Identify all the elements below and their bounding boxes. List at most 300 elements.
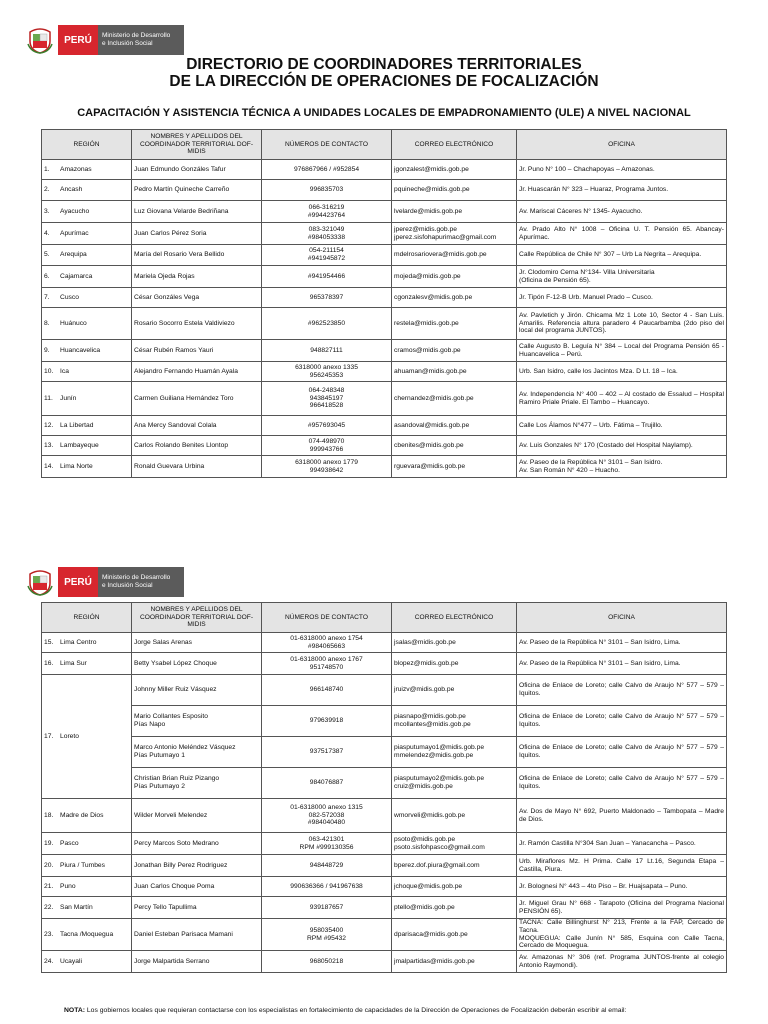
contact-numbers	[262, 201, 392, 223]
email-address	[392, 266, 517, 288]
table-row	[42, 201, 727, 223]
row-number: 1.	[44, 165, 50, 173]
table-row	[42, 633, 727, 653]
office-address	[517, 951, 727, 973]
email-address	[392, 180, 517, 201]
coordinator-name	[132, 833, 262, 855]
coordinator-name	[132, 951, 262, 973]
coordinator-name-line: María del Rosario Vera Bellido	[134, 251, 225, 259]
contact-numbers-line: 01-6318000 anexo 1754	[290, 634, 363, 642]
row-number: 16.	[44, 659, 54, 667]
coordinator-name	[132, 919, 262, 951]
email-address	[392, 833, 517, 855]
coordinator-name	[132, 706, 262, 737]
contact-numbers-line: 966148740	[309, 686, 344, 694]
region-name: Ica	[60, 367, 69, 375]
coordinator-name-line: Johnny Miller Ruiz Vásquez	[134, 686, 217, 694]
office-address	[517, 897, 727, 919]
email-address-line: wmorveli@midis.gob.pe	[394, 811, 466, 819]
coordinator-name	[132, 436, 262, 456]
office-address	[517, 653, 727, 675]
email-address-line: psoto.sisfohpasco@gmail.com	[394, 843, 485, 851]
row-number: 18.	[44, 811, 54, 819]
coordinator-name	[132, 223, 262, 245]
row-number: 11.	[44, 394, 53, 402]
office-address-line: Urb. San Isidro, calle los Jacintos Mza. D Lt. 18 – Ica.	[519, 367, 678, 375]
contact-numbers	[262, 919, 392, 951]
region-name: Arequipa	[60, 251, 87, 259]
email-address	[392, 919, 517, 951]
coordinator-name	[132, 308, 262, 340]
header-name: NOMBRES Y APELLIDOS DEL COORDINADOR TERRITORIAL DOF-MIDIS	[132, 603, 262, 633]
table-row	[42, 180, 727, 201]
contact-numbers-line: 956245353	[309, 371, 344, 379]
office-address-line: Av. Amazonas N° 306 (ref. Programa JUNTOS-frente al colegio Antonio Raymondi).	[519, 953, 724, 969]
contact-numbers	[262, 436, 392, 456]
region-name: San Martín	[60, 903, 93, 911]
region-cell	[42, 382, 132, 416]
contact-numbers-line: 994938642	[309, 466, 344, 474]
header-name: NOMBRES Y APELLIDOS DEL COORDINADOR TERRITORIAL DOF-MIDIS	[132, 130, 262, 160]
office-address-line: Calle Augusto B. Leguía N° 384 – Local del Programa Pensión 65 - Huancavelica – Perú.	[519, 342, 724, 358]
contact-numbers	[262, 675, 392, 706]
email-address	[392, 897, 517, 919]
row-number: 17.	[44, 732, 54, 740]
coordinator-name	[132, 382, 262, 416]
contact-numbers-line: 979639918	[309, 717, 344, 725]
coordinator-name	[132, 799, 262, 833]
coordinator-name-line: Pías Putumayo 2	[134, 783, 185, 790]
contact-numbers-line: #941954466	[307, 272, 346, 280]
table-row	[42, 160, 727, 180]
email-address	[392, 288, 517, 308]
office-address-line: Oficina de Enlace de Loreto; calle Calvo de Araujo N° 577 – 579 – Iquitos.	[519, 713, 724, 728]
ministry-logo	[24, 566, 184, 598]
contact-numbers-line: 948827111	[310, 346, 343, 354]
coordinator-name-line: Jorge Salas Arenas	[134, 638, 192, 646]
row-number: 20.	[44, 861, 54, 869]
region-cell	[42, 799, 132, 833]
office-address-line: Jr. Ramón Castilla N°304 San Juan – Yanacancha – Pasco.	[519, 839, 696, 847]
email-address-line: mojeda@midis.gob.pe	[394, 272, 461, 280]
header-region: REGIÓN	[42, 603, 132, 633]
office-address	[517, 245, 727, 266]
coordinator-name-line: Juan Carlos Choque Poma	[134, 882, 215, 890]
region-name: Lima Centro	[60, 638, 97, 646]
office-address-line: Av. Independencia N° 400 – 402 – Al costado de Essalud – Hospital Ramiro Priale Priale. El Tambo – Huancayo.	[519, 390, 724, 406]
email-address-line: bperez.dof.piura@gmail.com	[394, 861, 480, 869]
email-address	[392, 951, 517, 973]
coordinator-name	[132, 855, 262, 877]
region-cell	[42, 266, 132, 288]
table-row	[42, 768, 727, 799]
contact-numbers	[262, 245, 392, 266]
region-cell	[42, 855, 132, 877]
office-address	[517, 833, 727, 855]
office-address	[517, 799, 727, 833]
region-cell	[42, 436, 132, 456]
contact-numbers-line: 082-572038	[308, 811, 345, 819]
coordinator-name-line: Luz Giovana Velarde Bedriñana	[134, 207, 229, 215]
coordinator-name	[132, 362, 262, 382]
office-address	[517, 180, 727, 201]
row-number: 9.	[44, 346, 50, 354]
table-row	[42, 799, 727, 833]
office-address-line: Av. Paseo de la República N° 3101 – San Isidro.	[519, 458, 663, 466]
contact-numbers-line: 984076887	[309, 779, 344, 787]
contact-numbers-line: 6318000 anexo 1335	[295, 363, 358, 371]
region-name: Huancavelica	[60, 346, 101, 354]
contact-numbers-line: #941945872	[307, 255, 346, 262]
row-number: 7.	[44, 293, 50, 301]
email-address	[392, 340, 517, 362]
coordinator-name-line: Carlos Rolando Benites Llontop	[134, 441, 229, 449]
contact-numbers	[262, 706, 392, 737]
region-cell	[42, 180, 132, 201]
coordinator-name	[132, 245, 262, 266]
header-region: REGIÓN	[42, 130, 132, 160]
office-address-line: Av. Pavletich y Jirón. Chicama Mz 1 Lote 10, Sector 4 - San Luis. Amarilis. Referencia altura paradero 4 Paucarbamba (2do piso del local del programa JUNTOS).	[519, 312, 724, 335]
contact-numbers	[262, 833, 392, 855]
coordinator-name	[132, 160, 262, 180]
table-row	[42, 308, 727, 340]
contact-numbers-line: 951748570	[309, 663, 344, 671]
email-address	[392, 706, 517, 737]
contact-numbers-line: RPM #999130356	[299, 843, 354, 851]
table-row	[42, 223, 727, 245]
office-address-line: Urb. Miraflores Mz. H Prima. Calle 17 Lt.16, Segunda Etapa – Castilla, Piura.	[519, 857, 724, 873]
email-address-line: jgonzalest@midis.gob.pe	[394, 165, 469, 173]
office-address	[517, 919, 727, 951]
contact-numbers	[262, 223, 392, 245]
region-name: Puno	[60, 882, 76, 890]
email-address-line: restela@midis.gob.pe	[394, 319, 459, 327]
email-address-line: cramos@midis.gob.pe	[394, 346, 461, 354]
email-address-line: cgonzalesv@midis.gob.pe	[394, 293, 473, 301]
office-address	[517, 436, 727, 456]
footer-note: NOTA: Los gobiernos locales que requieran contactarse con los especialistas en fortalecimiento de capacidades de la Dirección de Operaciones de Focalización deberán escribir al email:	[64, 1007, 627, 1014]
email-address-line: jruizv@midis.gob.pe	[394, 686, 455, 694]
contact-numbers-line: 976867966 / #952854	[293, 165, 360, 173]
table-row	[42, 245, 727, 266]
contact-numbers	[262, 799, 392, 833]
contact-numbers	[262, 382, 392, 416]
email-address	[392, 799, 517, 833]
directory-table-2	[41, 602, 727, 973]
row-number: 4.	[44, 229, 50, 237]
office-address	[517, 675, 727, 706]
region-cell	[42, 201, 132, 223]
coordinator-name-line: Daniel Esteban Parisaca Mamani	[134, 930, 233, 938]
region-cell	[42, 160, 132, 180]
email-address-line: psoto@midis.gob.pe	[394, 835, 456, 843]
table-row	[42, 382, 727, 416]
email-address-line: mmelendez@midis.gob.pe	[394, 752, 474, 759]
email-address	[392, 737, 517, 768]
contact-numbers-line: 064-248348	[308, 387, 345, 395]
coordinator-name	[132, 266, 262, 288]
row-number: 10.	[44, 367, 54, 375]
region-name: Apurímac	[60, 229, 89, 237]
email-address	[392, 855, 517, 877]
table-row	[42, 919, 727, 951]
coordinator-name-line: Ana Mercy Sandoval Colala	[134, 421, 217, 429]
office-address	[517, 308, 727, 340]
email-address	[392, 436, 517, 456]
row-number: 2.	[44, 186, 50, 194]
contact-numbers	[262, 855, 392, 877]
coordinator-name-line: Christian Brian Ruiz Pizango	[134, 775, 220, 783]
region-name: Ucayali	[60, 957, 82, 965]
contact-numbers-line: 999943766	[309, 445, 344, 453]
coordinator-name-line: Jonathan Billy Perez Rodriguez	[134, 861, 228, 869]
region-name: Loreto	[60, 732, 79, 740]
email-address-line: jchoque@midis.gob.pe	[394, 882, 463, 890]
office-address-line: Av. San Román N° 420 – Huacho.	[519, 466, 620, 474]
email-address-line: mcollantes@midis.gob.pe	[394, 721, 471, 728]
table-row	[42, 416, 727, 436]
email-address-line: chernandez@midis.gob.pe	[394, 394, 474, 402]
region-cell	[42, 833, 132, 855]
country-label: PERÚ	[58, 567, 98, 597]
header-email: CORREO ELECTRÓNICO	[392, 130, 517, 160]
contact-numbers	[262, 362, 392, 382]
email-address	[392, 675, 517, 706]
contact-numbers-line: 054-211154	[309, 247, 344, 255]
email-address	[392, 223, 517, 245]
email-address-line: piasputumayo1@midis.gob.pe	[394, 744, 485, 752]
row-number: 15.	[44, 638, 54, 646]
contact-numbers-line: 948448729	[309, 861, 344, 869]
office-address	[517, 456, 727, 478]
contact-numbers	[262, 456, 392, 478]
contact-numbers	[262, 288, 392, 308]
office-address-line: Av. Mariscal Cáceres N° 1345- Ayacucho.	[519, 207, 643, 215]
contact-numbers	[262, 633, 392, 653]
region-name: Lambayeque	[60, 441, 99, 449]
table-row	[42, 362, 727, 382]
row-number: 12.	[44, 421, 54, 429]
row-number: 5.	[44, 251, 50, 259]
region-cell	[42, 223, 132, 245]
contact-numbers	[262, 768, 392, 799]
email-address	[392, 456, 517, 478]
row-number: 21.	[44, 882, 54, 890]
header-office: OFICINA	[517, 603, 727, 633]
contact-numbers-line: 958035400	[309, 926, 344, 934]
coordinator-name-line: Mario Collantes Esposito	[134, 713, 208, 721]
office-address-line: Av. Dos de Mayo N° 692, Puerto Maldonado – Tambopata – Madre de Dios.	[519, 807, 724, 823]
email-address	[392, 160, 517, 180]
table-row	[42, 706, 727, 737]
contact-numbers-line: 074-498970	[308, 437, 345, 445]
table-row	[42, 877, 727, 897]
office-address	[517, 877, 727, 897]
contact-numbers-line: #994423764	[307, 211, 346, 219]
contact-numbers	[262, 180, 392, 201]
coordinator-name	[132, 201, 262, 223]
office-address	[517, 266, 727, 288]
office-address-line: Calle Los Álamos N°477 – Urb. Fátima – Trujillo.	[519, 421, 663, 429]
office-address-line: Calle República de Chile N° 307 – Urb La Negrita – Arequipa.	[519, 251, 702, 259]
email-address	[392, 416, 517, 436]
table-row	[42, 951, 727, 973]
office-address	[517, 855, 727, 877]
coordinator-name-line: Mariela Ojeda Rojas	[134, 272, 195, 280]
region-name: Piura / Tumbes	[60, 861, 105, 869]
email-address	[392, 308, 517, 340]
row-number: 14.	[44, 462, 54, 470]
table-row	[42, 675, 727, 706]
email-address-line: jsalas@midis.gob.pe	[394, 638, 456, 646]
region-name: Huánuco	[60, 319, 87, 327]
region-name: Madre de Dios	[60, 811, 104, 819]
email-address-line: rguevara@midis.gob.pe	[394, 462, 466, 470]
contact-numbers-line: 083-321049	[308, 225, 345, 233]
coordinator-name-line: Percy Tello Tapullima	[134, 903, 197, 911]
office-address-line: Av. Paseo de la República N° 3101 – San Isidro, Lima.	[519, 638, 681, 646]
contact-numbers-line: #984065663	[307, 642, 346, 650]
region-cell	[42, 456, 132, 478]
contact-numbers	[262, 951, 392, 973]
coordinator-name-line: Rosario Socorro Estela Valdiviezo	[134, 319, 235, 327]
coordinator-name-line: Pedro Martín Quineche Carreño	[134, 186, 230, 194]
page-title: DIRECTORIO DE COORDINADORES TERRITORIALES DE LA DIRECCIÓN DE OPERACIONES DE FOCALIZACIÓN	[169, 56, 599, 90]
row-number: 3.	[44, 207, 50, 215]
ministry-name: Ministerio de Desarrollo e Inclusión Social	[98, 25, 184, 55]
region-cell	[42, 653, 132, 675]
coordinator-name	[132, 877, 262, 897]
contact-numbers	[262, 160, 392, 180]
email-address	[392, 653, 517, 675]
contact-numbers-line: 965378397	[309, 293, 344, 301]
header-office: OFICINA	[517, 130, 727, 160]
contact-numbers	[262, 266, 392, 288]
table-row	[42, 340, 727, 362]
email-address-line: jmalpartidas@midis.gob.pe	[394, 957, 475, 965]
contact-numbers-line: 939187657	[309, 903, 344, 911]
coordinator-name-line: Marco Antonio Meléndez Vásquez	[134, 744, 236, 752]
contact-numbers-line: 968050218	[309, 957, 344, 965]
region-cell	[42, 416, 132, 436]
ministry-logo	[24, 24, 184, 56]
office-address	[517, 768, 727, 799]
coordinator-name-line: Alejandro Fernando Huamán Ayala	[134, 367, 238, 375]
contact-numbers	[262, 340, 392, 362]
contact-numbers	[262, 877, 392, 897]
coordinator-name	[132, 737, 262, 768]
table-row	[42, 897, 727, 919]
office-address-line: (Oficina de Pensión 65).	[519, 276, 591, 284]
office-address-line: MOQUEGUA: Calle Junín N° 585, Esquina con Calle Tacna, Cercado de Moquegua.	[519, 934, 724, 950]
contact-numbers-line: 01-6318000 anexo 1315	[290, 804, 363, 812]
office-address-line: TACNA: Calle Billinghurst N° 213, Frente a la FAP, Cercado de Tacna.	[519, 919, 724, 934]
header-email: CORREO ELECTRÓNICO	[392, 603, 517, 633]
email-address	[392, 877, 517, 897]
coordinator-name-line: Carmen Guiliana Hernández Toro	[134, 394, 234, 402]
office-address-line: Av. Prado Alto N° 1008 – Oficina U. T. Pensión 65. Abancay-Apurímac.	[519, 225, 724, 241]
office-address-line: Jr. Miguel Grau N° 668 - Tarapoto (Oficina del Programa Nacional PENSIÓN 65).	[519, 899, 724, 915]
contact-numbers-line: 990636366 / 941967638	[290, 882, 363, 890]
contact-numbers-line: 01-6318000 anexo 1767	[290, 655, 363, 663]
office-address	[517, 340, 727, 362]
email-address-line: lvelarde@midis.gob.pe	[394, 207, 463, 215]
coordinator-name-line: Jorge Malpartida Serrano	[134, 957, 210, 965]
contact-numbers	[262, 416, 392, 436]
coordinator-name-line: Betty Ysabel López Choque	[134, 659, 217, 667]
coat-of-arms-icon	[24, 24, 56, 56]
email-address-line: cbenites@midis.gob.pe	[394, 441, 464, 449]
office-address	[517, 737, 727, 768]
coordinator-name-line: Percy Marcos Soto Medrano	[134, 839, 219, 847]
table-row	[42, 288, 727, 308]
table-row	[42, 436, 727, 456]
contact-numbers-line: 6318000 anexo 1779	[295, 458, 358, 466]
table-row	[42, 653, 727, 675]
contact-numbers-line: 066-316219	[308, 203, 345, 211]
coordinator-name-line: César Rubén Ramos Yauri	[134, 346, 214, 354]
office-address-line: Av. Luis Gonzales N° 170 (Costado del Hospital Naylamp).	[519, 441, 693, 449]
contact-numbers-line: #984040480	[307, 819, 346, 827]
coordinator-name	[132, 180, 262, 201]
email-address	[392, 362, 517, 382]
coordinator-name	[132, 633, 262, 653]
office-address-line: Jr. Tipón F-12-B Urb. Manuel Prado – Cusco.	[519, 293, 653, 301]
contact-numbers-line: 966418528	[309, 402, 344, 410]
office-address	[517, 382, 727, 416]
office-address-line: Jr. Huascarán N° 323 – Huaraz, Programa Juntos.	[519, 186, 669, 194]
table-row	[42, 737, 727, 768]
email-address-line: pquineche@midis.gob.pe	[394, 186, 470, 194]
office-address	[517, 201, 727, 223]
region-cell	[42, 362, 132, 382]
coordinator-name-line: César Gonzáles Vega	[134, 293, 200, 301]
office-address-line: Jr. Clodomiro Cerna N°134- Villa Universitaria	[519, 268, 655, 276]
office-address	[517, 223, 727, 245]
office-address-line: Jr. Puno N° 100 – Chachapoyas – Amazonas.	[519, 165, 655, 173]
region-name: Pasco	[60, 839, 79, 847]
region-name: Cajamarca	[60, 272, 93, 280]
row-number: 13.	[44, 441, 54, 449]
contact-numbers	[262, 308, 392, 340]
office-address	[517, 362, 727, 382]
contact-numbers-line: 937517387	[309, 748, 344, 756]
coordinator-name-line: Wilder Morveli Melendez	[134, 811, 208, 819]
email-address-line: ahuaman@midis.gob.pe	[394, 367, 467, 375]
contact-numbers-line: 996835703	[309, 186, 344, 194]
office-address	[517, 160, 727, 180]
office-address-line: Oficina de Enlace de Loreto; calle Calvo de Araujo N° 577 – 579 – Iquitos.	[519, 744, 724, 759]
office-address-line: Jr. Bolognesi N° 443 – 4to Piso – Br. Huajsapata – Puno.	[519, 882, 688, 890]
coordinator-name	[132, 340, 262, 362]
email-address-line: jperez.sisfohapurimac@gmail.com	[394, 233, 497, 241]
coordinator-name	[132, 416, 262, 436]
directory-table-1	[41, 129, 727, 478]
email-address-line: piasputumayo2@midis.gob.pe	[394, 775, 485, 783]
table-row	[42, 833, 727, 855]
row-number: 23.	[44, 930, 54, 938]
region-name: Amazonas	[60, 165, 92, 173]
office-address	[517, 288, 727, 308]
email-address-line: dparisaca@midis.gob.pe	[394, 930, 468, 938]
coordinator-name-line: Pías Putumayo 1	[134, 752, 185, 759]
coordinator-name	[132, 653, 262, 675]
email-address-line: ptello@midis.gob.pe	[394, 903, 455, 911]
email-address-line: blopez@midis.gob.pe	[394, 659, 459, 667]
page-subtitle: CAPACITACIÓN Y ASISTENCIA TÉCNICA A UNIDADES LOCALES DE EMPADRONAMIENTO (ULE) A NIVEL NACIONAL	[77, 107, 691, 119]
region-name: Cusco	[60, 293, 79, 301]
row-number: 24.	[44, 957, 54, 965]
